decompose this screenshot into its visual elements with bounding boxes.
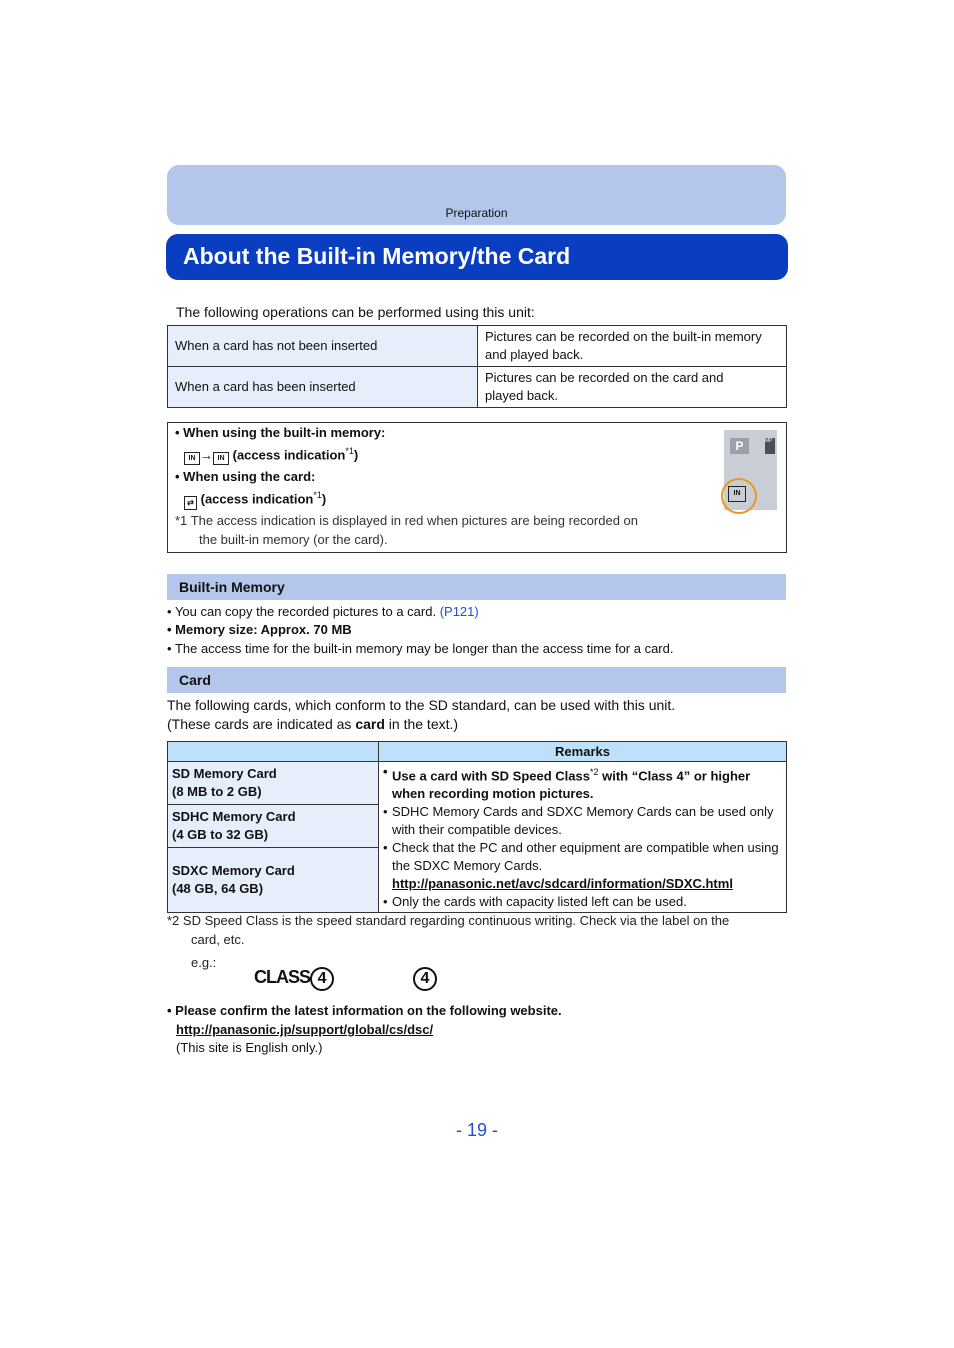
builtin-memory-header [167, 574, 786, 600]
card-capacity: (8 MB to 2 GB) [172, 783, 262, 799]
access-label: (access indication [200, 491, 314, 507]
table-header-empty [168, 742, 379, 762]
result-cell [478, 367, 787, 408]
remark-item: • Check that the PC and other equipment are compatible when using the SDXC Memory Cards. http://panasonic.net/avc/sdcard/information/SDXC.html [383, 840, 779, 892]
mode-p-icon: P [730, 438, 749, 454]
card-header [167, 667, 786, 693]
bullet-text: The access time for the built-in memory may be longer than the access time for a card. [174, 641, 674, 656]
card-type-cell [168, 804, 379, 847]
text: (These cards are indicated as [167, 716, 356, 732]
support-website-link[interactable]: http://panasonic.jp/support/global/cs/dsc/ [176, 1022, 434, 1037]
footnote-ref: *1 [345, 446, 354, 456]
class-logo-text: CLASS [254, 967, 311, 987]
website-note: (This site is English only.) [176, 1040, 323, 1055]
class4-circle-icon: 4 [310, 967, 334, 991]
card-name: SDXC Memory Card [172, 863, 295, 879]
remarks-header: Remarks [379, 742, 787, 762]
remark-text: Only the cards with capacity listed left can be used. [392, 894, 687, 910]
footnote-ref: *1 [313, 490, 322, 500]
card-type-cell [168, 847, 379, 912]
builtin-heading: • When using the built-in memory: [175, 425, 386, 440]
card-capacity: (4 GB to 32 GB) [172, 826, 269, 842]
remark-item: • Only the cards with capacity listed left can be used. [383, 894, 687, 910]
section-label: Preparation [445, 206, 508, 220]
class4-circle-icon: 4 [413, 967, 437, 991]
result-line: and played back. [485, 347, 584, 362]
footnote-1 [175, 512, 638, 530]
card-name: SDHC Memory Card [172, 808, 296, 824]
card-type-cell [168, 762, 379, 805]
card-heading-text: When using the card: [183, 469, 316, 484]
builtin-bullet-3: • The access time for the built-in memory may be longer than the access time for a card. [167, 641, 674, 656]
close-paren: ) [321, 491, 327, 507]
class4-symbol [413, 967, 437, 991]
card-name: SD Memory Card [172, 765, 277, 781]
result-line: played back. [485, 388, 558, 403]
condition-cell: When a card has been inserted [168, 367, 478, 408]
page-number: - 19 - [455, 1120, 498, 1140]
card-heading: • When using the card: [175, 469, 316, 484]
bullet-text: You can copy the recorded pictures to a card. [174, 604, 437, 619]
table-row [168, 762, 787, 805]
operations-table [167, 325, 787, 408]
remark-item: • SDHC Memory Cards and SDXC Memory Cards can be used only with their compatible devices. [383, 804, 774, 838]
builtin-memory-icon: IN [728, 486, 746, 502]
result-line: Pictures can be recorded on the built-in memory [485, 329, 762, 344]
page-title: About the Built-in Memory/the Card [183, 243, 571, 269]
footnote-1-cont: the built-in memory (or the card). [199, 532, 388, 547]
mp-icon: MP [765, 438, 775, 454]
class4-logo [254, 967, 334, 991]
footnote-line: SD Speed Class is the speed standard regarding continuous writing. Check via the label on the [182, 913, 730, 928]
footnote-mark: *2 [167, 913, 180, 928]
remarks-cell [379, 762, 787, 913]
remark-text: Use a card with SD Speed Class [392, 768, 590, 784]
footnote-2 [167, 913, 729, 928]
footnote-2-cont: card, etc. [191, 932, 245, 947]
remark-text: Check that the PC and other equipment are compatible when using the SDXC Memory Cards. [392, 840, 779, 874]
builtin-heading-text: When using the built-in memory: [183, 425, 386, 440]
camera-screen-illustration [724, 430, 777, 510]
card-heading: Card [179, 672, 211, 688]
builtin-access-line [184, 442, 358, 465]
card-access-line [184, 486, 326, 510]
builtin-memory-access-icon: IN [213, 452, 229, 465]
table-row [168, 326, 787, 367]
text: in the text.) [384, 716, 459, 732]
remark-text: SDHC Memory Cards and SDXC Memory Cards can be used only with their compatible devices. [392, 804, 774, 838]
table-row [168, 367, 787, 408]
builtin-memory-icon: IN [184, 452, 200, 465]
card-intro-1: The following cards, which conform to the SD standard, can be used with this unit. [167, 697, 676, 713]
footnote-line: The access indication is displayed in red when pictures are being recorded on [190, 513, 639, 528]
page-link[interactable]: (P121) [439, 604, 479, 619]
bullet-text: Memory size: Approx. 70 MB [175, 622, 352, 637]
condition-cell: When a card has not been inserted [168, 326, 478, 367]
result-line: Pictures can be recorded on the card and [485, 370, 724, 385]
bullet-text: Please confirm the latest information on the following website. [175, 1003, 562, 1018]
website-bullet: • Please confirm the latest information on the following website. [167, 1003, 562, 1018]
card-access-icon: ⇄ [184, 496, 197, 510]
remark-text: with “Class 4” or higher when recording motion pictures. [392, 768, 751, 802]
sdxc-info-link[interactable]: http://panasonic.net/avc/sdcard/information/SDXC.html [392, 876, 733, 892]
card-capacity: (48 GB, 64 GB) [172, 881, 264, 897]
intro-text: The following operations can be performed using this unit: [176, 304, 535, 320]
card-term: card [355, 716, 385, 732]
arrow-icon: → [200, 447, 213, 463]
footnote-mark: *1 [175, 513, 188, 528]
access-label: (access indication [232, 447, 346, 463]
table-header-row [168, 742, 787, 762]
card-types-table [167, 741, 787, 913]
builtin-memory-heading: Built-in Memory [179, 579, 285, 595]
builtin-bullet-1: • You can copy the recorded pictures to a card. (P121) [167, 604, 479, 619]
close-paren: ) [353, 447, 359, 463]
builtin-bullet-2: • Memory size: Approx. 70 MB [167, 622, 352, 637]
example-label: e.g.: [191, 955, 217, 970]
remark-item: • Use a card with SD Speed Class$^{*2}$ with “Class 4” or higher when recording motion pictures. [383, 764, 751, 802]
access-indication-note [167, 422, 787, 553]
result-cell [478, 326, 787, 367]
card-intro-2 [167, 716, 458, 732]
footnote-ref: *2 [589, 767, 599, 777]
